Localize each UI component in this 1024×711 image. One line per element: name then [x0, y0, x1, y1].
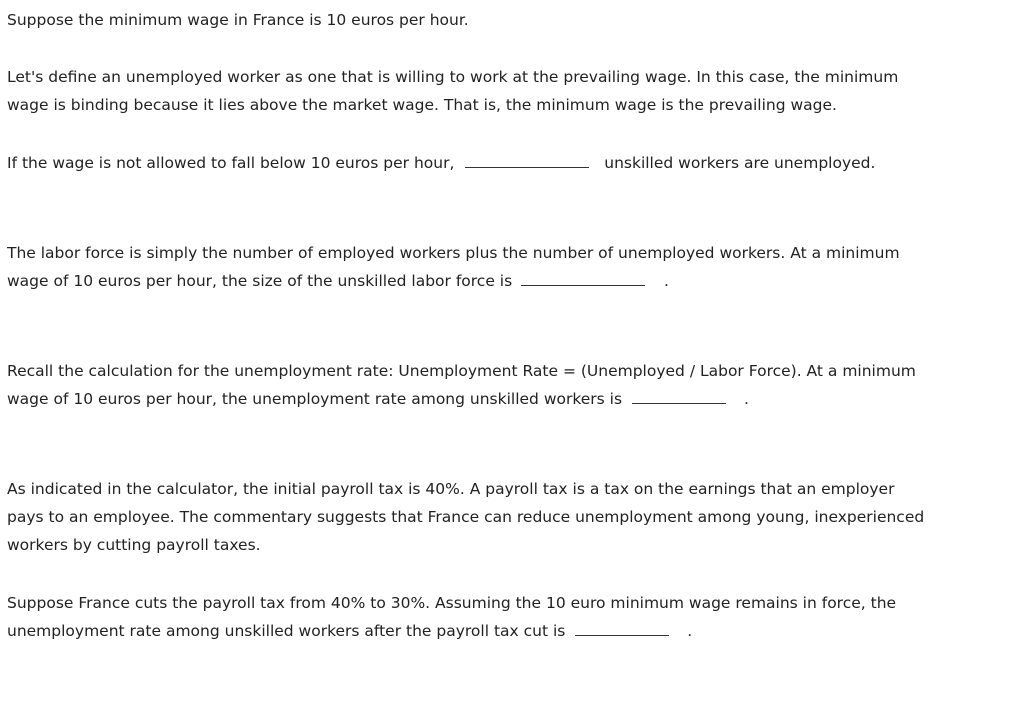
definition-line-2: wage is binding because it lies above the market wage. That is, the minimum wage is the prevailing wage.	[7, 96, 837, 114]
question-2-period: .	[664, 272, 669, 290]
question-4-period: .	[687, 622, 693, 640]
payroll-tax-line-2: pays to an employee. The commentary suggests that France can reduce unemployment among young, inexperienced	[7, 508, 925, 526]
payroll-tax-line-1: As indicated in the calculator, the initial payroll tax is 40%. A payroll tax is a tax on the earnings that an employer	[7, 480, 895, 498]
question-unemployment-rate	[7, 385, 749, 413]
question-labor-force	[7, 267, 669, 295]
intro-sentence: Suppose the minimum wage in France is 10 euros per hour.	[7, 11, 469, 29]
unemployment-rate-answer-blank[interactable]	[632, 402, 726, 404]
payroll-tax-line-3: workers by cutting payroll taxes.	[7, 536, 261, 554]
definition-line-1: Let's define an unemployed worker as one that is willing to work at the prevailing wage. In this case, the minimum	[7, 68, 899, 86]
question-2-text-before: wage of 10 euros per hour, the size of the unskilled labor force is	[7, 272, 513, 290]
question-1-text-before: If the wage is not allowed to fall below 10 euros per hour,	[7, 154, 455, 172]
tax-cut-line-1: Suppose France cuts the payroll tax from 40% to 30%. Assuming the 10 euro minimum wage remains in force, the	[7, 594, 897, 612]
question-3-text-before: wage of 10 euros per hour, the unemployment rate among unskilled workers is	[7, 390, 623, 408]
question-rate-after-tax-cut	[7, 617, 692, 645]
question-4-text-before: unemployment rate among unskilled workers after the payroll tax cut is	[7, 622, 566, 640]
unemployment-rate-line-1: Recall the calculation for the unemployment rate: Unemployment Rate = (Unemployed / Labor Force). At a minimum	[7, 362, 916, 380]
question-unemployed-workers	[7, 149, 875, 177]
labor-force-line-1: The labor force is simply the number of employed workers plus the number of unemployed workers. At a minimum	[7, 244, 900, 262]
question-3-period: .	[743, 390, 749, 408]
rate-after-tax-cut-answer-blank[interactable]	[575, 634, 669, 636]
labor-force-answer-blank[interactable]	[521, 284, 645, 286]
question-1-text-after: unskilled workers are unemployed.	[604, 154, 876, 172]
unemployed-workers-answer-blank[interactable]	[465, 166, 589, 168]
